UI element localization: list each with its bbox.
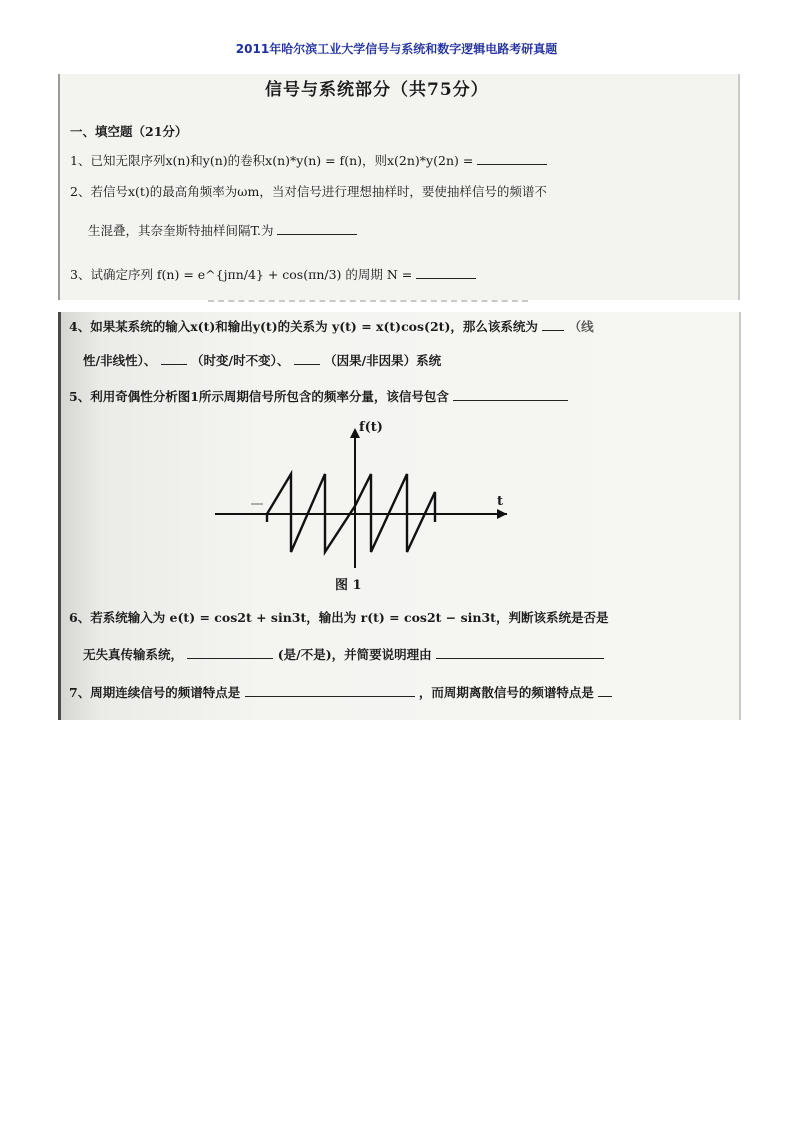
scan-upper-section bbox=[58, 74, 740, 300]
question-4-text: 4、如果某系统的输入x(t)和输出y(t)的关系为 y(t) = x(t)cos(2t)，那么该系统为 bbox=[69, 319, 538, 334]
answer-blank bbox=[245, 684, 415, 697]
q6-text-a: 无失真传输系统， bbox=[83, 647, 184, 662]
answer-blank bbox=[453, 388, 568, 401]
question-1-text: 1、已知无限序列x(n)和y(n)的卷积x(n)*y(n) = f(n)，则x(2n)*y(2n) = bbox=[70, 153, 474, 168]
question-7 bbox=[69, 684, 612, 701]
question-7-text: 7、周期连续信号的频谱特点是 bbox=[69, 685, 241, 700]
question-4-line-1 bbox=[69, 318, 594, 335]
scan-edge bbox=[739, 312, 741, 720]
q6-text-b: (是/不是)，并简要说明理由 bbox=[277, 647, 432, 662]
answer-blank bbox=[161, 352, 187, 365]
question-5-text: 5、利用奇偶性分析图1所示周期信号所包含的频率分量，该信号包含 bbox=[69, 389, 449, 404]
answer-blank bbox=[477, 152, 547, 165]
answer-blank bbox=[598, 684, 612, 697]
section-title: 信号与系统部分（共75分） bbox=[265, 80, 489, 100]
figure-caption: 图 1 bbox=[335, 578, 362, 593]
scan-lower-section bbox=[58, 312, 741, 720]
question-2-line-2 bbox=[88, 222, 357, 239]
answer-blank bbox=[187, 646, 273, 659]
answer-blank bbox=[436, 646, 604, 659]
question-3 bbox=[70, 266, 476, 283]
answer-blank bbox=[542, 318, 564, 331]
question-4-tail: （线 bbox=[568, 319, 594, 334]
question-6-line-2 bbox=[83, 646, 604, 663]
figure-x-label: t bbox=[497, 494, 504, 509]
question-1 bbox=[70, 152, 547, 169]
q4-option-b: （时变/时不变）、 bbox=[191, 353, 290, 368]
q4-option-a: 性/非线性）、 bbox=[83, 353, 157, 368]
figure-y-label: f(t) bbox=[359, 420, 383, 435]
sawtooth-plot bbox=[211, 422, 511, 572]
answer-blank bbox=[416, 266, 476, 279]
page-header-title: 2011年哈尔滨工业大学信号与系统和数字逻辑电路考研真题 bbox=[235, 42, 558, 56]
question-5 bbox=[69, 388, 568, 405]
question-4-line-2 bbox=[83, 352, 441, 369]
answer-blank bbox=[277, 222, 357, 235]
figure-1 bbox=[211, 422, 511, 592]
scan-edge bbox=[738, 74, 740, 300]
answer-blank bbox=[294, 352, 320, 365]
question-2-text: 生混叠，其奈奎斯特抽样间隔T.为 bbox=[88, 223, 274, 238]
q4-option-c: （因果/非因果）系统 bbox=[324, 353, 442, 368]
scanned-exam-image bbox=[58, 74, 738, 720]
question-3-text: 3、试确定序列 f(n) = e^{jπn/4} + cos(πn/3) 的周期 N = bbox=[70, 267, 413, 282]
question-6-line-1: 6、若系统输入为 e(t) = cos2t + sin3t，输出为 r(t) = cos2t − sin3t，判断该系统是否是 bbox=[69, 610, 609, 625]
t-axis-arrow bbox=[497, 509, 507, 519]
question-2-line-1: 2、若信号x(t)的最高角频率为ωm，当对信号进行理想抽样时，要使抽样信号的频谱不 bbox=[70, 184, 547, 199]
part-title: 一、填空题（21分） bbox=[70, 124, 188, 139]
scan-seam bbox=[208, 300, 528, 308]
question-7-tail: ，而周期离散信号的频谱特点是 bbox=[418, 685, 594, 700]
